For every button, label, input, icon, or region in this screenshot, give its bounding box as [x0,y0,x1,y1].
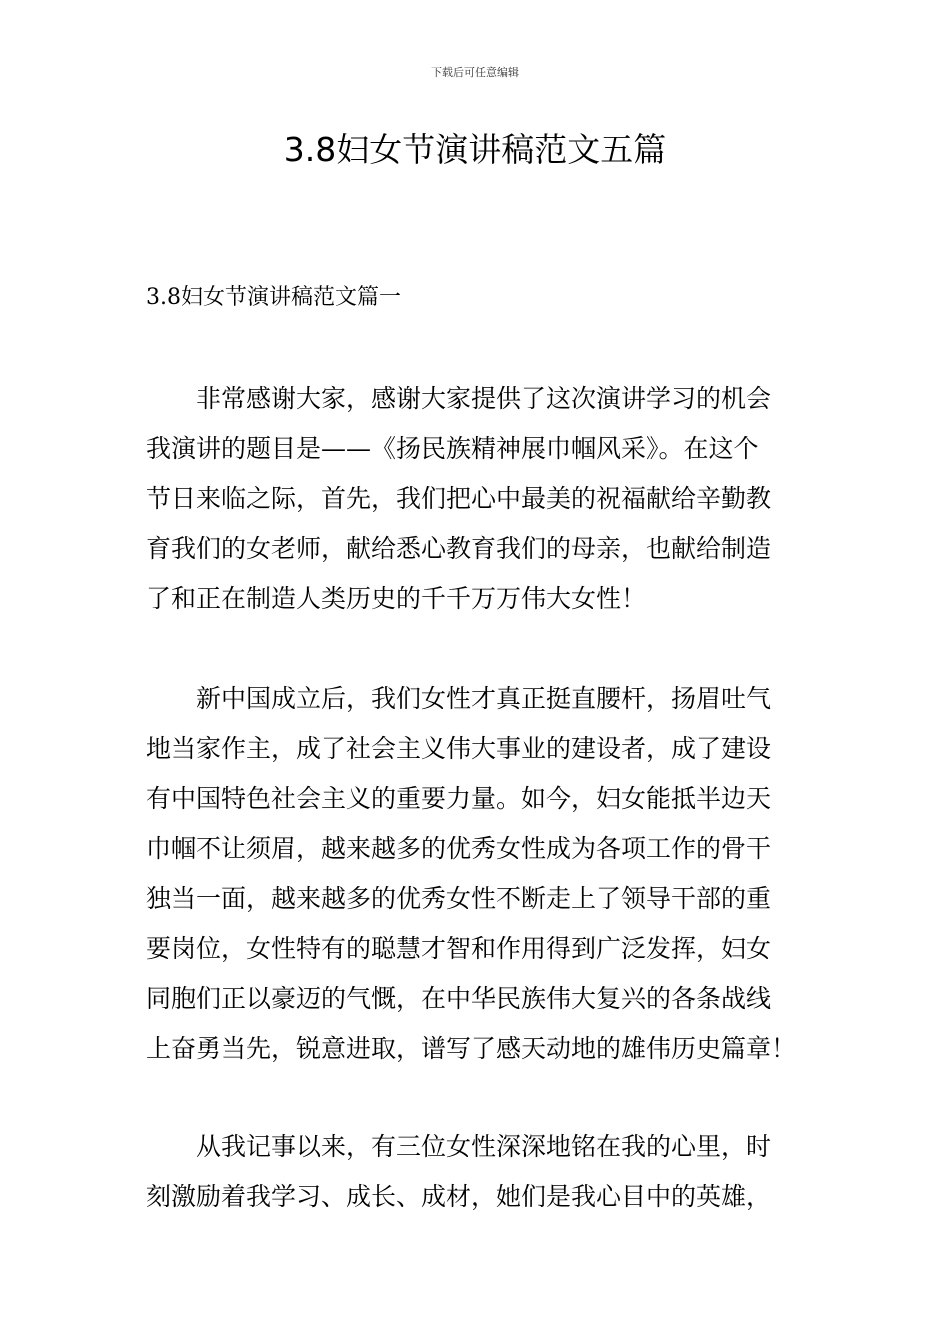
paragraph-line: 我演讲的题目是——《扬民族精神展巾帼风采》。在这个 [146,434,759,463]
header-note: 下载后可任意编辑 [431,66,519,79]
paragraph-line: 巾帼不让须眉，越来越多的优秀女性成为各项工作的骨干 [146,834,772,863]
paragraph-line: 育我们的女老师，献给悉心教育我们的母亲，也献给制造 [146,534,772,563]
paragraph-line: 了和正在制造人类历史的千千万万伟大女性！ [146,584,647,613]
paragraph-2 [146,674,806,1074]
paragraph-line: 有中国特色社会主义的重要力量。如今，妇女能抵半边天 [146,784,772,813]
paragraph-line: 节日来临之际，首先，我们把心中最美的祝福献给辛勤教 [146,484,772,513]
paragraph-line: 上奋勇当先，锐意进取，谱写了感天动地的雄伟历史篇章！ [146,1034,797,1063]
paragraph-3 [146,1122,806,1222]
paragraph-line: 地当家作主，成了社会主义伟大事业的建设者，成了建设 [146,734,772,763]
paragraph-line: 同胞们正以豪迈的气慨，在中华民族伟大复兴的各条战线 [146,984,772,1013]
document-title: 3.8妇女节演讲稿范文五篇 [283,130,667,169]
paragraph-line: 新中国成立后，我们女性才真正挺直腰杆，扬眉吐气 [196,684,772,713]
paragraph-line: 独当一面，越来越多的优秀女性不断走上了领导干部的重 [146,884,772,913]
paragraph-line: 从我记事以来，有三位女性深深地铭在我的心里，时 [196,1132,772,1161]
paragraph-line: 要岗位，女性特有的聪慧才智和作用得到广泛发挥，妇女 [146,934,772,963]
paragraph-1 [146,374,806,624]
paragraph-line: 刻激励着我学习、成长、成材，她们是我心目中的英雄， [146,1182,772,1211]
section-heading: 3.8妇女节演讲稿范文篇一 [146,285,401,310]
paragraph-line: 非常感谢大家，感谢大家提供了这次演讲学习的机会 [196,384,772,413]
